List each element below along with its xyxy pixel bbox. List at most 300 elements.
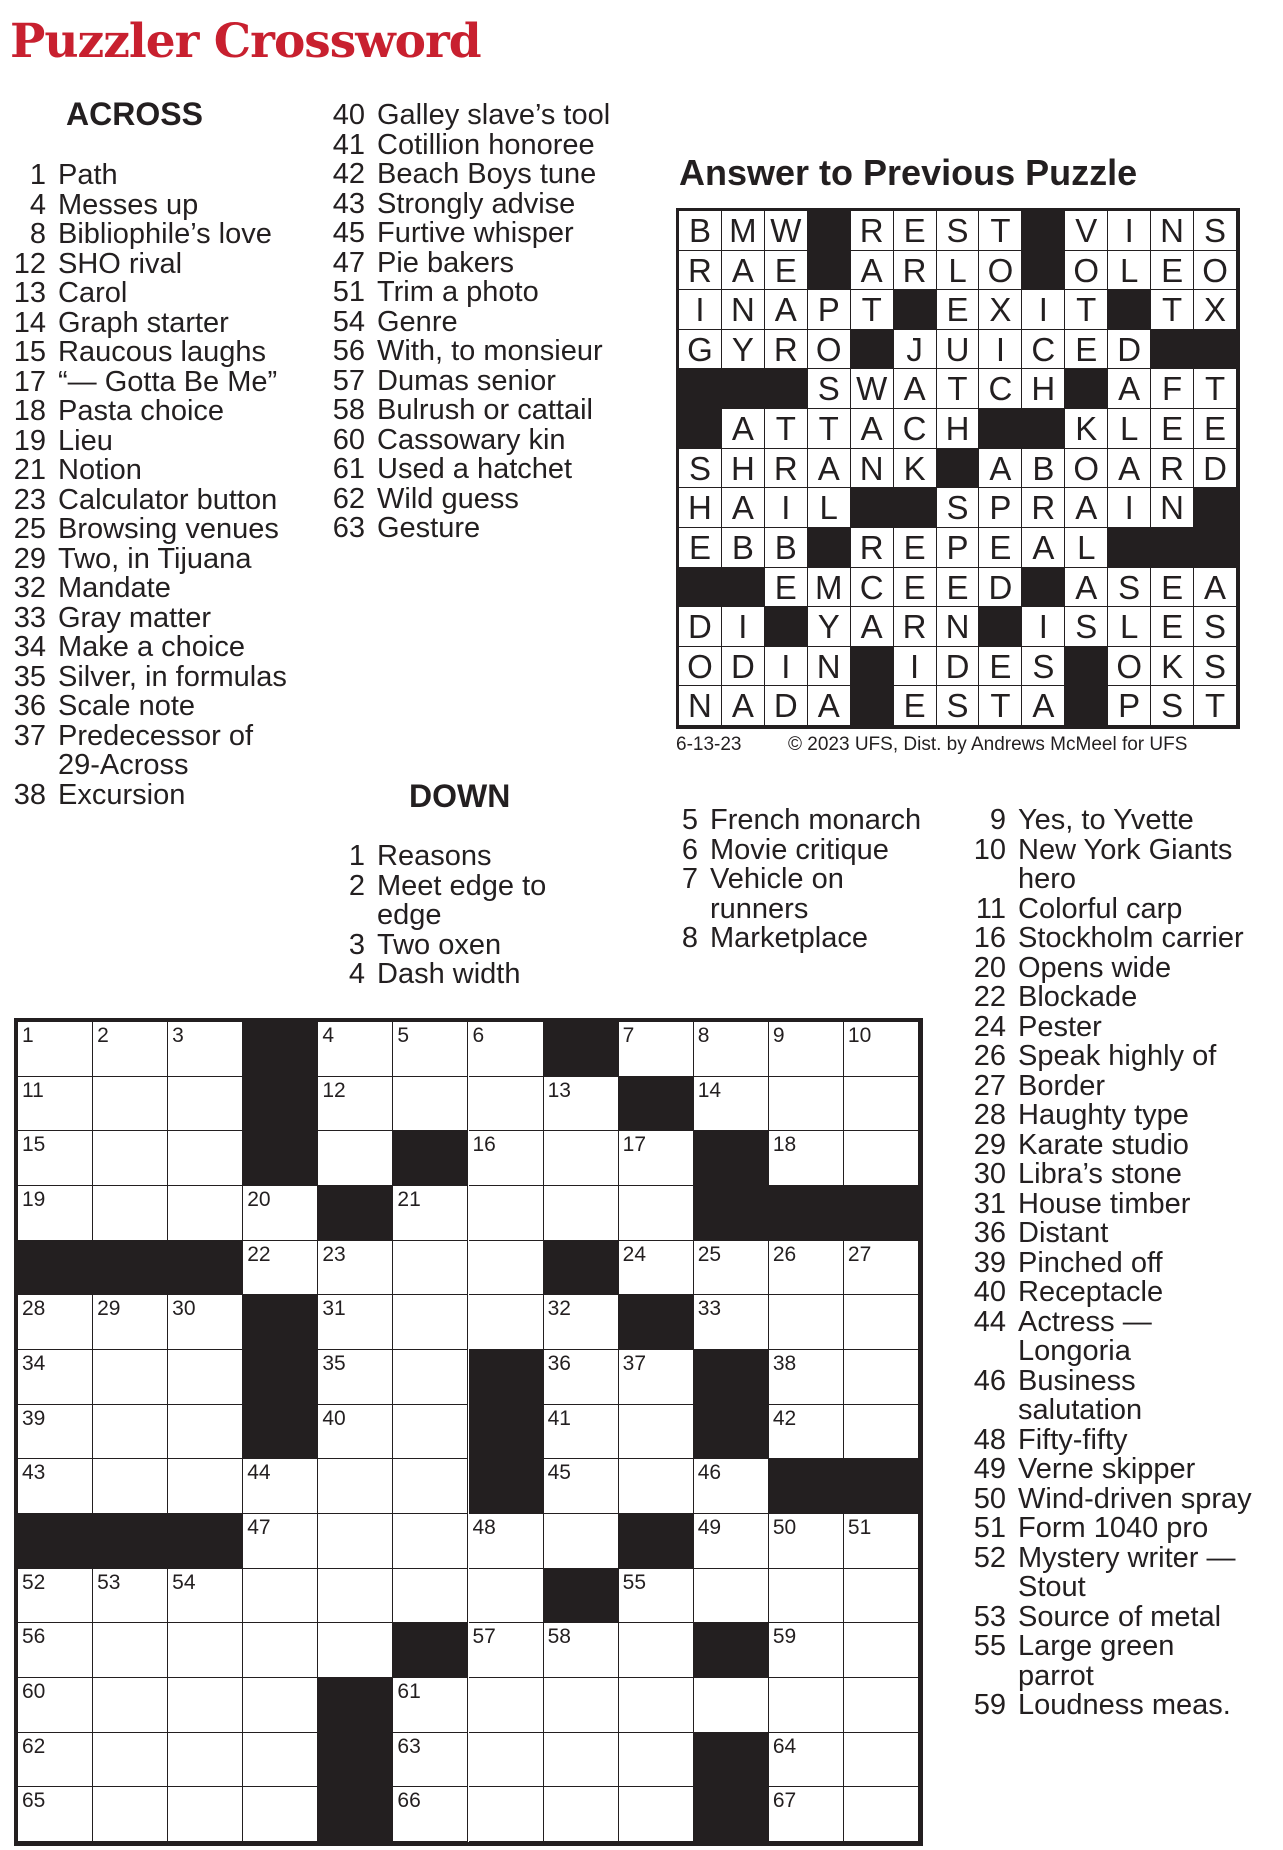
grid-cell[interactable] [93,1405,168,1460]
answer-letter: H [722,449,765,489]
grid-cell[interactable] [243,1678,318,1733]
grid-cell[interactable] [844,1678,919,1733]
grid-cell[interactable] [18,1186,93,1241]
answer-black-square [1022,251,1065,291]
grid-cell[interactable] [243,1623,318,1678]
grid-cell[interactable] [168,1131,243,1186]
grid-cell[interactable] [93,1186,168,1241]
across-clue [327,364,627,397]
grid-cell[interactable] [544,1787,619,1842]
answer-letter: P [979,488,1022,528]
answer-letter: R [765,330,808,370]
grid-cell[interactable] [694,1022,769,1077]
across-clue [8,247,298,280]
grid-cell[interactable] [619,1350,694,1405]
clue-text: Excursion [58,778,186,811]
grid-cell[interactable] [844,1350,919,1405]
clue-number: 15 [13,336,46,368]
grid-cell[interactable] [393,1077,468,1132]
down-clue [327,869,597,931]
grid-cell[interactable] [769,1514,844,1569]
grid-cell[interactable] [318,1077,393,1132]
across-clue [8,161,298,191]
grid-cell[interactable] [469,1295,544,1350]
grid-cell[interactable] [93,1295,168,1350]
clue-number: 58 [332,394,365,426]
answer-letter: R [679,251,722,291]
clue-number: 26 [973,1040,1006,1072]
answer-black-square [722,568,765,608]
cell-number: 59 [772,1625,797,1649]
grid-cell[interactable] [93,1733,168,1788]
grid-cell[interactable] [318,1459,393,1514]
grid-cell[interactable] [93,1459,168,1514]
down-clue [660,924,930,954]
grid-black-square [243,1405,318,1460]
grid-cell[interactable] [769,1405,844,1460]
grid-cell[interactable] [619,1787,694,1842]
grid-cell[interactable] [844,1569,919,1624]
grid-cell[interactable] [93,1678,168,1733]
answer-letter: E [679,528,722,568]
grid-cell[interactable] [18,1623,93,1678]
grid-cell[interactable] [168,1459,243,1514]
grid-cell[interactable] [844,1022,919,1077]
grid-cell[interactable] [318,1405,393,1460]
down-clue [968,1278,1258,1308]
grid-cell[interactable] [694,1459,769,1514]
grid-cell[interactable] [168,1569,243,1624]
down-clue [327,842,597,872]
cell-number: 56 [22,1625,46,1649]
down-clue [968,892,1258,925]
grid-black-square [393,1623,468,1678]
grid-cell[interactable] [844,1077,919,1132]
grid-cell[interactable] [844,1787,919,1842]
grid-cell[interactable] [544,1514,619,1569]
answer-letter: E [1151,568,1194,608]
cell-number: 55 [622,1570,647,1594]
answer-letter: A [808,449,851,489]
grid-cell[interactable] [168,1405,243,1460]
down-clue [327,928,597,961]
grid-cell[interactable] [544,1405,619,1460]
previous-answer-title: Answer to Previous Puzzle [679,152,1138,193]
grid-cell[interactable] [769,1131,844,1186]
grid-cell[interactable] [393,1733,468,1788]
clue-number: 21 [13,454,46,486]
clue-number: 27 [973,1069,1006,1102]
across-clue [8,660,298,693]
clue-number: 60 [332,423,365,456]
grid-cell[interactable] [469,1131,544,1186]
grid-cell[interactable] [619,1733,694,1788]
answer-letter: C [894,409,937,449]
grid-cell[interactable] [318,1623,393,1678]
grid-cell[interactable] [619,1623,694,1678]
clue-number: 2 [348,869,365,902]
grid-cell[interactable] [18,1077,93,1132]
cell-number: 16 [472,1133,496,1157]
grid-cell[interactable] [18,1295,93,1350]
down-clue [968,1069,1258,1102]
grid-cell[interactable] [243,1733,318,1788]
clue-text: Cassowary kin [377,423,566,456]
cell-number: 66 [397,1789,421,1813]
cell-number: 45 [547,1461,571,1485]
answer-letter: A [1065,488,1108,528]
answer-black-square [808,211,851,251]
clue-text: Loudness meas. [1018,1689,1231,1721]
grid-cell[interactable] [168,1787,243,1842]
grid-cell[interactable] [619,1678,694,1733]
grid-cell[interactable] [619,1459,694,1514]
answer-letter: R [765,449,808,489]
cell-number: 43 [22,1461,46,1485]
answer-letter: E [894,211,937,251]
clue-number: 53 [973,1600,1006,1633]
grid-cell[interactable] [318,1295,393,1350]
across-clue [8,397,298,427]
answer-letter: N [808,647,851,687]
grid-cell[interactable] [469,1514,544,1569]
answer-black-square [1151,528,1194,568]
across-clue [327,396,627,426]
grid-cell[interactable] [844,1514,919,1569]
answer-letter: W [765,211,808,251]
answer-letter: L [1108,409,1151,449]
grid-cell[interactable] [619,1022,694,1077]
grid-cell[interactable] [469,1569,544,1624]
grid-cell[interactable] [844,1623,919,1678]
answer-letter: T [1194,686,1237,726]
grid-cell[interactable] [168,1186,243,1241]
grid-cell[interactable] [694,1514,769,1569]
clue-number: 61 [332,453,365,485]
answer-black-square [979,607,1022,647]
down-clue [660,833,930,866]
down-clue [968,951,1258,984]
across-clue [327,187,627,220]
clue-number: 54 [332,305,365,338]
answer-letter: I [1108,211,1151,251]
answer-letter: S [937,211,980,251]
cell-number: 50 [772,1516,797,1539]
grid-cell[interactable] [469,1787,544,1842]
clue-text: Mystery writer — Stout [1018,1541,1236,1603]
across-clue [8,692,298,722]
cell-number: 37 [622,1352,647,1375]
grid-cell[interactable] [243,1186,318,1241]
across-clue [327,160,627,190]
grid-cell[interactable] [469,1022,544,1077]
grid-cell[interactable] [168,1077,243,1132]
grid-cell[interactable] [168,1733,243,1788]
answer-letter: J [894,330,937,370]
down-clue [968,1600,1258,1633]
answer-letter: L [1108,251,1151,291]
grid-cell[interactable] [168,1350,243,1405]
grid-cell[interactable] [318,1569,393,1624]
grid-cell[interactable] [318,1241,393,1296]
grid-cell[interactable] [393,1405,468,1460]
grid-black-square [694,1186,769,1241]
grid-cell[interactable] [544,1350,619,1405]
grid-cell[interactable] [769,1022,844,1077]
answer-letter: D [937,647,980,687]
clue-number: 6 [681,833,698,866]
answer-black-square [1065,647,1108,687]
clue-text: Form 1040 pro [1018,1512,1209,1544]
across-clue [327,219,627,249]
grid-cell[interactable] [769,1623,844,1678]
grid-cell[interactable] [18,1131,93,1186]
grid-cell[interactable] [318,1022,393,1077]
grid-cell[interactable] [243,1569,318,1624]
clue-text: House timber [1018,1187,1191,1220]
grid-cell[interactable] [469,1186,544,1241]
grid-black-square [318,1787,393,1842]
answer-letter: A [722,686,765,726]
answer-letter: S [679,449,722,489]
cell-number: 60 [22,1680,46,1703]
cell-number: 18 [772,1133,797,1157]
grid-cell[interactable] [393,1022,468,1077]
grid-cell[interactable] [93,1022,168,1077]
grid-cell[interactable] [18,1459,93,1514]
grid-cell[interactable] [93,1131,168,1186]
answer-letter: B [1022,449,1065,489]
answer-letter: C [1022,330,1065,370]
grid-cell[interactable] [469,1241,544,1296]
grid-cell[interactable] [844,1131,919,1186]
answer-letter: T [937,369,980,409]
clue-text: Furtive whisper [377,217,574,249]
answer-letter: O [679,647,722,687]
grid-cell[interactable] [769,1241,844,1296]
grid-cell[interactable] [694,1295,769,1350]
across-clue [327,101,627,131]
grid-cell[interactable] [619,1186,694,1241]
grid-cell[interactable] [619,1569,694,1624]
clue-number: 18 [13,395,46,427]
answer-letter: A [808,686,851,726]
grid-cell[interactable] [844,1405,919,1460]
down-clue [968,1128,1258,1161]
grid-cell[interactable] [544,1678,619,1733]
grid-cell[interactable] [544,1077,619,1132]
grid-cell[interactable] [168,1623,243,1678]
answer-letter: S [1065,607,1108,647]
cell-number: 5 [397,1024,410,1047]
grid-black-square [469,1350,544,1405]
answer-letter: N [937,607,980,647]
down-clue [968,1691,1258,1721]
grid-cell[interactable] [93,1787,168,1842]
answer-letter: L [937,251,980,291]
grid-cell[interactable] [18,1787,93,1842]
clue-number: 29 [13,542,46,575]
grid-cell[interactable] [694,1077,769,1132]
clue-number: 37 [13,719,46,752]
cell-number: 2 [97,1024,109,1047]
clue-number: 44 [973,1305,1006,1338]
clue-text: Predecessor of 29-Across [58,719,254,781]
clue-text: Make a choice [58,631,245,663]
answer-black-square [808,528,851,568]
down-clue [968,1482,1258,1515]
grid-cell[interactable] [544,1733,619,1788]
answer-letter: A [851,409,894,449]
grid-cell[interactable] [18,1678,93,1733]
clue-number: 28 [973,1099,1006,1131]
grid-cell[interactable] [769,1569,844,1624]
cell-number: 54 [172,1570,196,1594]
clue-text: Pie bakers [377,246,515,279]
clue-number: 14 [13,306,46,339]
grid-cell[interactable] [694,1569,769,1624]
grid-cell[interactable] [93,1569,168,1624]
answer-letter: A [851,251,894,291]
grid-cell[interactable] [469,1623,544,1678]
grid-cell[interactable] [93,1623,168,1678]
clue-number: 46 [973,1364,1006,1397]
across-clue [327,482,627,515]
grid-cell[interactable] [243,1459,318,1514]
cell-number: 11 [22,1078,44,1102]
grid-cell[interactable] [544,1186,619,1241]
across-clue [8,542,298,575]
cell-number: 15 [22,1133,46,1157]
cell-number: 44 [247,1461,271,1485]
grid-black-square [694,1733,769,1788]
grid-cell[interactable] [769,1295,844,1350]
grid-cell[interactable] [469,1678,544,1733]
grid-cell[interactable] [393,1569,468,1624]
clue-text: Bibliophile’s love [58,218,272,250]
answer-letter: T [851,290,894,330]
answer-letter: E [937,290,980,330]
answer-letter: I [1108,488,1151,528]
grid-cell[interactable] [844,1295,919,1350]
across-clue [327,514,627,544]
grid-cell[interactable] [393,1295,468,1350]
grid-cell[interactable] [393,1186,468,1241]
cell-number: 32 [547,1297,571,1321]
grid-cell[interactable] [18,1569,93,1624]
grid-cell[interactable] [393,1787,468,1842]
grid-cell[interactable] [769,1787,844,1842]
grid-cell[interactable] [619,1131,694,1186]
grid-cell[interactable] [168,1295,243,1350]
grid-cell[interactable] [393,1678,468,1733]
grid-cell[interactable] [18,1022,93,1077]
answer-letter: O [808,330,851,370]
grid-cell[interactable] [318,1514,393,1569]
grid-cell[interactable] [243,1241,318,1296]
grid-cell[interactable] [393,1241,468,1296]
grid-cell[interactable] [168,1678,243,1733]
grid-cell[interactable] [18,1350,93,1405]
grid-cell[interactable] [18,1405,93,1460]
answer-black-square [851,686,894,726]
clue-number: 24 [973,1010,1006,1043]
grid-cell[interactable] [844,1733,919,1788]
answer-letter: A [979,449,1022,489]
clue-number: 30 [973,1158,1006,1190]
answer-letter: E [1151,251,1194,291]
grid-cell[interactable] [18,1733,93,1788]
answer-letter: S [808,369,851,409]
grid-cell[interactable] [318,1131,393,1186]
down-clue [968,1042,1258,1072]
grid-cell[interactable] [469,1077,544,1132]
grid-cell[interactable] [769,1678,844,1733]
grid-cell[interactable] [318,1350,393,1405]
grid-cell[interactable] [393,1459,468,1514]
answer-black-square [679,369,722,409]
answer-letter: A [722,409,765,449]
grid-cell[interactable] [544,1623,619,1678]
grid-cell[interactable] [769,1350,844,1405]
grid-cell[interactable] [243,1514,318,1569]
grid-black-square [93,1241,168,1296]
cell-number: 1 [22,1024,34,1047]
across-clue [327,423,627,456]
clue-text: Graph starter [58,306,229,339]
grid-cell[interactable] [393,1350,468,1405]
grid-cell[interactable] [544,1459,619,1514]
grid-black-square [694,1131,769,1186]
cell-number: 13 [547,1078,571,1102]
grid-cell[interactable] [694,1241,769,1296]
clue-number: 19 [13,424,46,457]
grid-cell[interactable] [844,1241,919,1296]
grid-cell[interactable] [168,1022,243,1077]
grid-cell[interactable] [393,1514,468,1569]
down-clue [968,833,1258,895]
cell-number: 19 [22,1188,46,1211]
grid-cell[interactable] [544,1295,619,1350]
answer-letter: B [679,211,722,251]
answer-letter: E [1151,409,1194,449]
answer-black-square [1108,528,1151,568]
grid-black-square [243,1295,318,1350]
answer-black-square [979,409,1022,449]
down-clue [968,983,1258,1013]
grid-cell[interactable] [469,1733,544,1788]
clue-number: 33 [13,601,46,634]
grid-cell[interactable] [769,1733,844,1788]
clue-text: Browsing venues [58,513,279,545]
grid-cell[interactable] [93,1077,168,1132]
grid-cell[interactable] [544,1131,619,1186]
clue-number: 51 [973,1512,1006,1544]
grid-cell[interactable] [694,1678,769,1733]
cell-number: 35 [322,1352,346,1375]
down-clue [660,865,930,924]
grid-cell[interactable] [619,1241,694,1296]
answer-letter: A [765,290,808,330]
grid-cell[interactable] [243,1787,318,1842]
answer-letter: P [937,528,980,568]
grid-cell[interactable] [619,1405,694,1460]
answer-letter: S [937,686,980,726]
cell-number: 48 [472,1516,496,1539]
grid-cell[interactable] [93,1350,168,1405]
grid-black-square [544,1022,619,1077]
grid-cell[interactable] [769,1077,844,1132]
